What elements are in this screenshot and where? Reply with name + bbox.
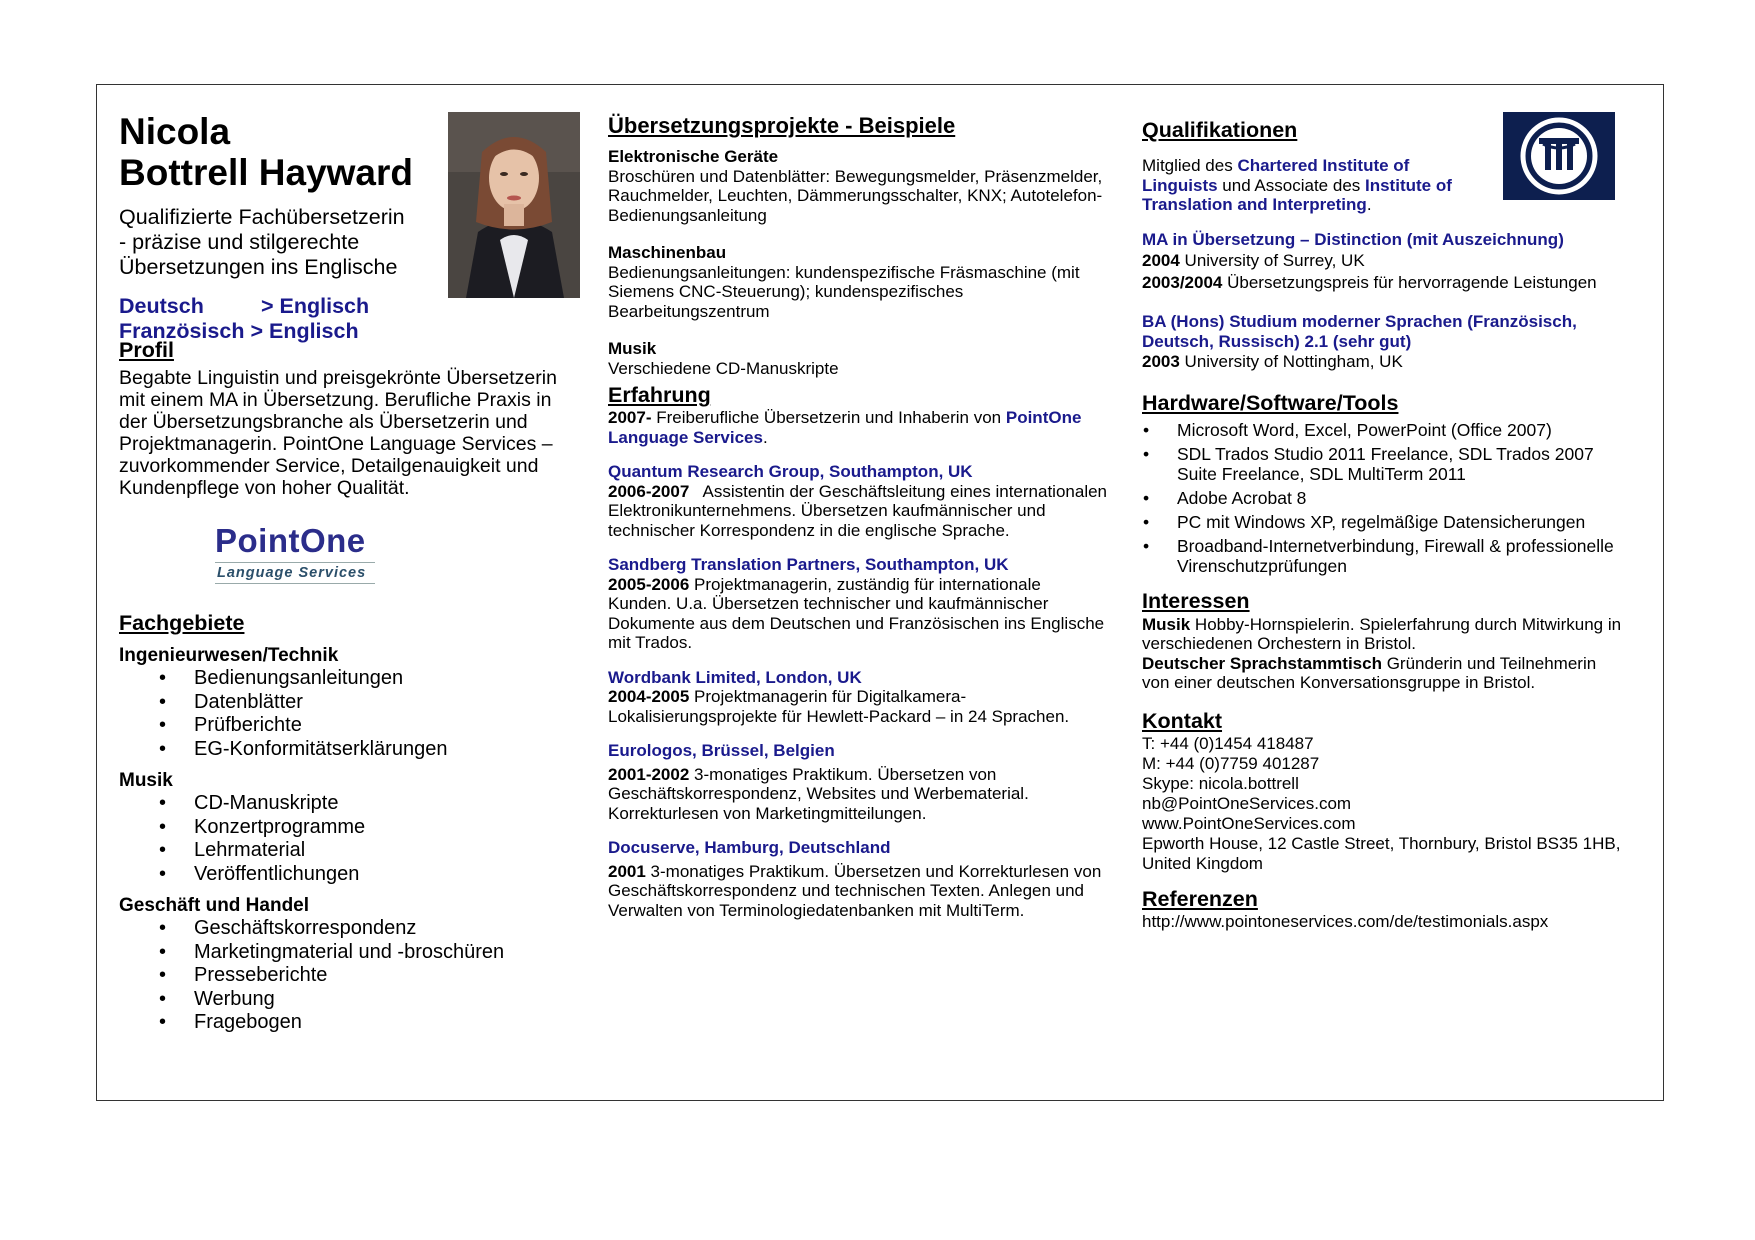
iti-logo-icon [1503, 112, 1615, 200]
project-item: Elektronische Geräte Broschüren und Datenblätter: Bewegungsmelder, Präsenzmelder, Rauchmelder, Leuchten, Dämmerungsschalter, KNX; Autotelefon-Bedienungsanleitung [608, 147, 1103, 225]
list-item: • Presseberichte [119, 964, 579, 988]
job-entry: Eurologos, Brüssel, Belgien 2001-2002 3-monatiges Praktikum. Übersetzen von Geschäftskorrespondenz, Websites und Werbematerial. Korrekturlesen von Marketingmitteilungen. [608, 741, 1029, 823]
list-item: • Fragebogen [119, 1011, 579, 1035]
fach-list [119, 917, 579, 1035]
profil-heading: Profil [119, 338, 174, 362]
interessen-text: Musik Hobby-Hornspielerin. Spielerfahrung durch Mitwirkung in verschiedenen Orchestern in Bristol. Deutscher Sprachstammtisch Gründerin und Teilnehmerin von einer deutschen Konversationsgruppe in Bristol. [1142, 614, 1622, 692]
address: Epworth House, 12 Castle Street, Thornbury, Bristol BS35 1HB, United Kingdom [1142, 833, 1621, 873]
fachgebiete-section [119, 610, 579, 1035]
phone: T: +44 (0)1454 418487 [1142, 733, 1314, 753]
list-item: • Prüfberichte [119, 714, 579, 738]
group-title: Ingenieurwesen/Technik [119, 645, 339, 666]
list-item: • Veröffentlichungen [119, 863, 579, 887]
tagline: Qualifizierte Fachübersetzerin - präzise und stilgerechte Übersetzungen ins Englische [119, 205, 405, 279]
list-item: • Datenblätter [119, 691, 579, 715]
website-link[interactable]: www.PointOneServices.com [1142, 813, 1356, 833]
list-item: • SDL Trados Studio 2011 Freelance, SDL Trados 2007 Suite Freelance, SDL MultiTerm 2011 [1142, 444, 1632, 484]
job-entry: Docuserve, Hamburg, Deutschland 2001 3-monatiges Praktikum. Übersetzen und Korrekturlesen von Geschäftskorrespondenz und technischen Texten. Anlegen und Verwalten von Terminologiedatenbanken mit MultiTerm. [608, 838, 1102, 920]
membership-text: Mitglied des Chartered Institute of Linguists und Associate des Institute of Translation and Interpreting. [1142, 156, 1452, 214]
profil-text: Begabte Linguistin und preisgekrönte Übersetzerin mit einem MA in Übersetzung. Berufliche Praxis in der Übersetzungsbranche als Übersetzerin und Projektmanagerin. PointOne Language Services – zuvorkommender Service, Detailgenauigkeit und Kundenpflege von hoher Qualität. [119, 367, 557, 499]
fach-list [119, 667, 579, 761]
project-item: Musik Verschiedene CD-Manuskripte [608, 339, 839, 378]
profil-section [119, 337, 579, 499]
list-item: • Konzertprogramme [119, 816, 579, 840]
group-title: Musik [119, 770, 173, 791]
list-item: • Geschäftskorrespondenz [119, 917, 579, 941]
left-column [97, 85, 577, 1095]
list-item: • Marketingmaterial und -broschüren [119, 941, 579, 965]
list-item: • CD-Manuskripte [119, 792, 579, 816]
skype: Skype: nicola.bottrell [1142, 773, 1299, 793]
language-pair: Französisch > Englisch [119, 319, 359, 343]
list-item: • Adobe Acrobat 8 [1142, 488, 1632, 508]
pointone-logo: PointOne Language Services [215, 523, 375, 584]
referenzen-heading: Referenzen [1142, 886, 1258, 911]
list-item: • Broadband-Internetverbindung, Firewall & professionelle Virenschutzprüfungen [1142, 536, 1632, 576]
fachgebiete-heading: Fachgebiete [119, 611, 245, 635]
list-item: • Microsoft Word, Excel, PowerPoint (Office 2007) [1142, 420, 1632, 440]
list-item: • PC mit Windows XP, regelmäßige Datensicherungen [1142, 512, 1632, 532]
erfahrung-heading: Erfahrung [608, 383, 711, 407]
list-item: • Werbung [119, 988, 579, 1012]
mobile: M: +44 (0)7759 401287 [1142, 753, 1320, 773]
referenzen-link[interactable]: http://www.pointoneservices.com/de/testimonials.aspx [1142, 911, 1549, 931]
tools-heading: Hardware/Software/Tools [1142, 390, 1399, 415]
list-item: • Lehrmaterial [119, 839, 579, 863]
ba-degree: BA (Hons) Studium moderner Sprachen (Französisch, Deutsch, Russisch) 2.1 (sehr gut) 2003 University of Nottingham, UK [1142, 312, 1577, 371]
fach-list [119, 792, 579, 886]
list-item: • EG-Konformitätserklärungen [119, 738, 579, 762]
project-item: Maschinenbau Bedienungsanleitungen: kundenspezifische Fräsmaschine (mit Siemens CNC-Steuerung); kundenspezifisches Bearbeitungszentrum [608, 243, 1080, 321]
middle-column [608, 113, 1112, 920]
erfahrung-intro: 2007- Freiberufliche Übersetzerin und Inhaberin von PointOne Language Services. [608, 408, 1082, 447]
job-entry: Quantum Research Group, Southampton, UK 2006-2007 Assistentin der Geschäftsleitung eines internationalen Elektronikunternehmens. Übersetzen kaufmännischer und technischer Korrespondenz in die englische Sprache. [608, 462, 1112, 540]
kontakt-block [1142, 734, 1632, 874]
kontakt-heading: Kontakt [1142, 708, 1223, 733]
candidate-name: Nicola Bottrell Hayward [119, 111, 414, 193]
language-pair: Deutsch > Englisch [119, 294, 370, 318]
portrait-photo [448, 112, 580, 298]
job-entry: Sandberg Translation Partners, Southampton, UK 2005-2006 Projektmanagerin, zuständig für internationale Kunden. U.a. Übersetzen technischer und kaufmännischer Dokumente aus dem Deutschen und Französischen ins Englische mit Trados. [608, 555, 1105, 652]
email-link[interactable]: nb@PointOneServices.com [1142, 793, 1352, 813]
ma-degree: MA in Übersetzung – Distinction (mit Auszeichnung) 2004 University of Surrey, UK 2003/2004 Übersetzungspreis für hervorragende Leistungen [1142, 229, 1597, 292]
qualifikationen-heading: Qualifikationen [1142, 118, 1298, 142]
interessen-heading: Interessen [1142, 588, 1250, 613]
list-item: • Bedienungsanleitungen [119, 667, 579, 691]
right-column [1142, 117, 1632, 931]
tools-list [1142, 420, 1632, 576]
projekte-heading: Übersetzungsprojekte - Beispiele [608, 113, 956, 138]
cv-page [96, 84, 1664, 1101]
group-title: Geschäft und Handel [119, 895, 310, 916]
job-entry: Wordbank Limited, London, UK 2004-2005 Projektmanagerin für Digitalkamera-Lokalisierungsprojekte für Hewlett-Packard – in 24 Sprachen. [608, 667, 1070, 726]
